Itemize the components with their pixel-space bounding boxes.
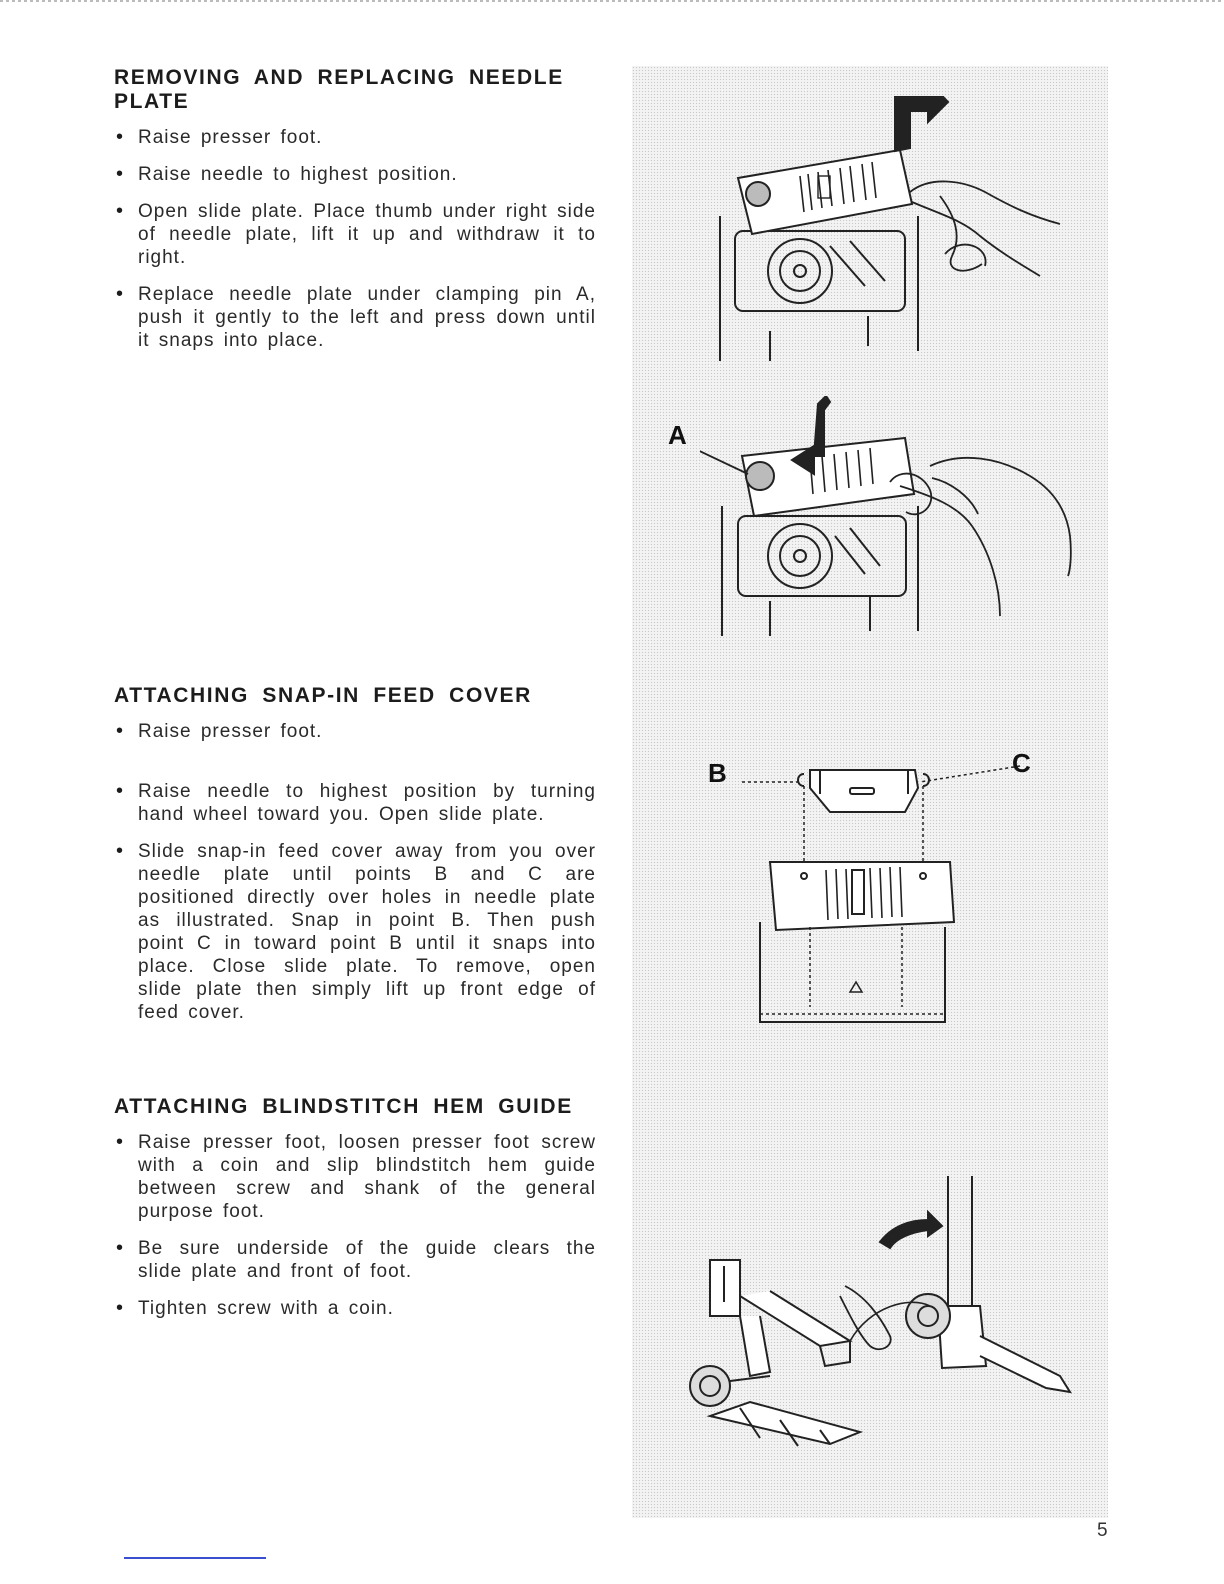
list-item: • Slide snap-in feed cover away from you over needle plate until points B and C are positioned directly over holes in needle plate as illustrated. Snap in point B. Then push point C in toward point B until it snaps into place. Close slide plate. To remove, open slide plate then simply lift up front edge of feed cover. bbox=[114, 840, 596, 1024]
list-item: • Raise presser foot. bbox=[114, 126, 596, 149]
section-title: ATTACHING SNAP-IN FEED COVER bbox=[114, 684, 532, 707]
bullet-list bbox=[114, 126, 596, 352]
figure-snap-in-feed-cover bbox=[740, 752, 1020, 1032]
bullet-list bbox=[114, 720, 596, 1024]
list-item: • Replace needle plate under clamping pin A, push it gently to the left and press down until it snaps into place. bbox=[114, 283, 596, 352]
callout-label-c: C bbox=[1012, 748, 1031, 778]
bullet-list bbox=[114, 1131, 596, 1320]
section-snap-in-feed-cover bbox=[114, 684, 596, 1024]
figure-replace-needle-plate bbox=[700, 396, 1090, 646]
callout-label-a: A bbox=[668, 420, 687, 450]
page-number: 5 bbox=[1097, 1520, 1108, 1541]
section-blindstitch-hem-guide bbox=[114, 1095, 596, 1320]
section-removing-needle-plate bbox=[114, 66, 596, 352]
list-item: • Raise needle to highest position. bbox=[114, 163, 596, 186]
list-item: • Be sure underside of the guide clears the slide plate and front of foot. bbox=[114, 1237, 596, 1283]
figure-remove-needle-plate bbox=[700, 96, 1090, 366]
list-item: • Raise presser foot. bbox=[114, 720, 596, 743]
list-item: • Tighten screw with a coin. bbox=[114, 1297, 596, 1320]
scan-top-edge bbox=[0, 0, 1224, 2]
section-title: ATTACHING BLINDSTITCH HEM GUIDE bbox=[114, 1095, 573, 1118]
figure-blindstitch-hem-guide bbox=[680, 1176, 1100, 1476]
footer-divider bbox=[124, 1557, 266, 1559]
list-item: • Raise presser foot, loosen presser foot screw with a coin and slip blindstitch hem guide between screw and shank of the general purpose foot. bbox=[114, 1131, 596, 1223]
callout-label-b: B bbox=[708, 758, 727, 788]
section-title: REMOVING AND REPLACING NEEDLE PLATE bbox=[114, 66, 564, 113]
list-item: • Raise needle to highest position by turning hand wheel toward you. Open slide plate. bbox=[114, 780, 596, 826]
list-item: • Open slide plate. Place thumb under right side of needle plate, lift it up and withdraw it to right. bbox=[114, 200, 596, 269]
